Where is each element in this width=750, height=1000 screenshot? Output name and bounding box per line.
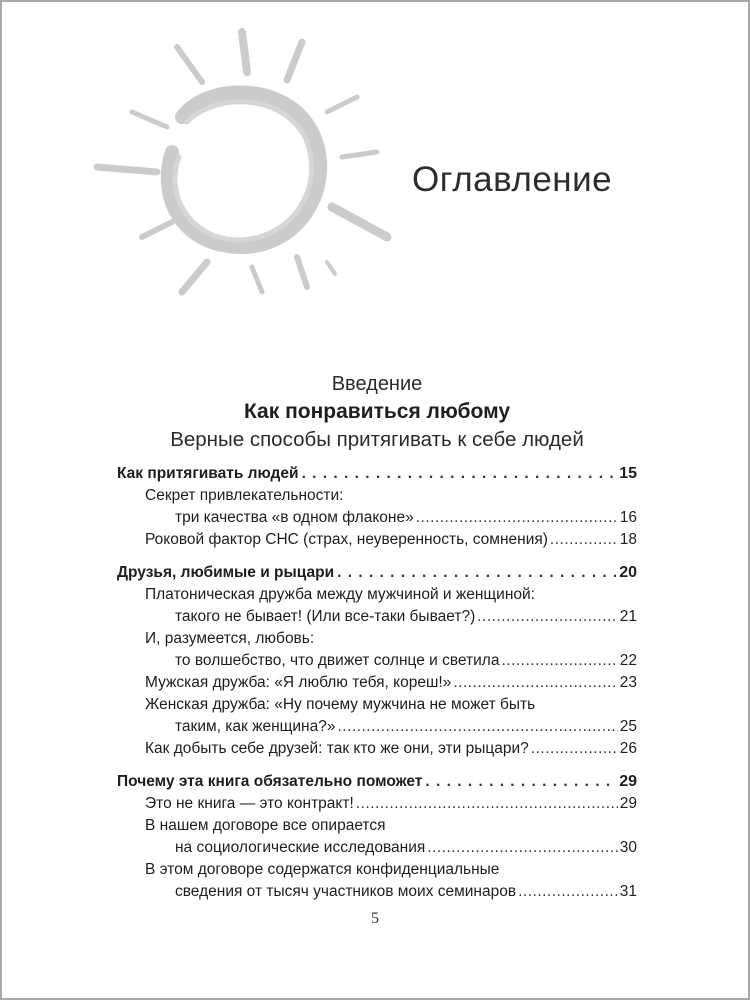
toc-chapter-title: Почему эта книга обязательно поможет bbox=[117, 773, 423, 790]
leader-dots bbox=[501, 650, 617, 672]
leader-dots bbox=[356, 793, 618, 815]
toc-page-number: 16 bbox=[619, 509, 637, 526]
toc-page-number: 23 bbox=[619, 674, 637, 691]
toc-entry-title: Как добыть себе друзей: так кто же они, эти рыцари? bbox=[145, 740, 529, 757]
toc-chapter bbox=[117, 463, 637, 551]
leader-dots bbox=[337, 562, 616, 584]
table-of-contents bbox=[117, 463, 637, 914]
toc-page-number: 15 bbox=[619, 465, 637, 482]
leader-dots bbox=[453, 672, 617, 694]
intro-label: Введение bbox=[331, 373, 423, 395]
leader-dots bbox=[550, 529, 618, 551]
intro-tagline: Верные способы притягивать к себе людей bbox=[170, 428, 584, 451]
toc-entry-title: такого не бывает! (Или все-таки бывает?) bbox=[175, 608, 476, 625]
toc-chapter-row[interactable] bbox=[117, 562, 637, 584]
sun-icon bbox=[87, 22, 397, 312]
toc-page-number: 29 bbox=[619, 795, 637, 812]
toc-page-number: 31 bbox=[619, 883, 637, 900]
toc-page-number: 21 bbox=[619, 608, 637, 625]
toc-page-number: 20 bbox=[619, 564, 637, 581]
toc-page-number: 29 bbox=[619, 773, 637, 790]
toc-entry-title: сведения от тысяч участников моих семинаров bbox=[175, 883, 517, 900]
toc-entry-row[interactable] bbox=[117, 507, 637, 529]
toc-page-number: 25 bbox=[619, 718, 637, 735]
toc-entry-title: Мужская дружба: «Я люблю тебя, кореш!» bbox=[145, 674, 452, 691]
toc-entry-row[interactable] bbox=[117, 881, 637, 903]
toc-page-number: 22 bbox=[619, 652, 637, 669]
toc-page-number: 30 bbox=[619, 839, 637, 856]
toc-entry-row[interactable] bbox=[117, 529, 637, 551]
leader-dots bbox=[416, 507, 618, 529]
toc-chapter-row[interactable] bbox=[117, 771, 637, 793]
toc-entry-line[interactable]: И, разумеется, любовь: bbox=[145, 630, 315, 647]
toc-entry-row[interactable] bbox=[117, 793, 637, 815]
toc-entry-line[interactable]: Платоническая дружба между мужчиной и женщиной: bbox=[145, 586, 535, 603]
toc-entry-title: три качества «в одном флаконе» bbox=[175, 509, 414, 526]
toc-chapter bbox=[117, 771, 637, 903]
toc-entry-row[interactable] bbox=[117, 606, 637, 628]
leader-dots bbox=[518, 881, 618, 903]
toc-page-number: 26 bbox=[619, 740, 637, 757]
leader-dots bbox=[425, 771, 616, 793]
intro-subtitle: Как понравиться любому bbox=[243, 400, 511, 423]
toc-entry-line[interactable]: В нашем договоре все опирается bbox=[145, 817, 386, 834]
toc-entry-row[interactable] bbox=[117, 672, 637, 694]
toc-entry-title: Это не книга — это контракт! bbox=[145, 795, 354, 812]
toc-entry-line[interactable]: Секрет привлекательности: bbox=[145, 487, 344, 504]
toc-entry-row[interactable] bbox=[117, 837, 637, 859]
page-number: 5 bbox=[371, 910, 379, 927]
toc-entry-line[interactable]: В этом договоре содержатся конфиденциальные bbox=[145, 861, 500, 878]
toc-entry-row[interactable] bbox=[117, 650, 637, 672]
page-title: Оглавление bbox=[412, 160, 613, 199]
toc-page-number: 18 bbox=[619, 531, 637, 548]
toc-entry-line[interactable]: Женская дружба: «Ну почему мужчина не может быть bbox=[145, 696, 536, 713]
toc-entry-title: Роковой фактор СНС (страх, неуверенность, сомнения) bbox=[145, 531, 548, 548]
toc-entry-row[interactable] bbox=[117, 738, 637, 760]
leader-dots bbox=[477, 606, 618, 628]
toc-chapter-title: Друзья, любимые и рыцари bbox=[117, 564, 335, 581]
leader-dots bbox=[337, 716, 617, 738]
toc-entry-title: таким, как женщина?» bbox=[175, 718, 336, 735]
leader-dots bbox=[531, 738, 618, 760]
leader-dots bbox=[302, 463, 617, 485]
intro-header bbox=[52, 371, 702, 453]
toc-entry-title: на социологические исследования bbox=[175, 839, 426, 856]
toc-entry-row[interactable] bbox=[117, 716, 637, 738]
toc-entry-title: то волшебство, что движет солнце и светила bbox=[175, 652, 500, 669]
toc-chapter-title: Как притягивать людей bbox=[117, 465, 299, 482]
toc-chapter-row[interactable] bbox=[117, 463, 637, 485]
toc-chapter bbox=[117, 562, 637, 760]
leader-dots bbox=[427, 837, 618, 859]
